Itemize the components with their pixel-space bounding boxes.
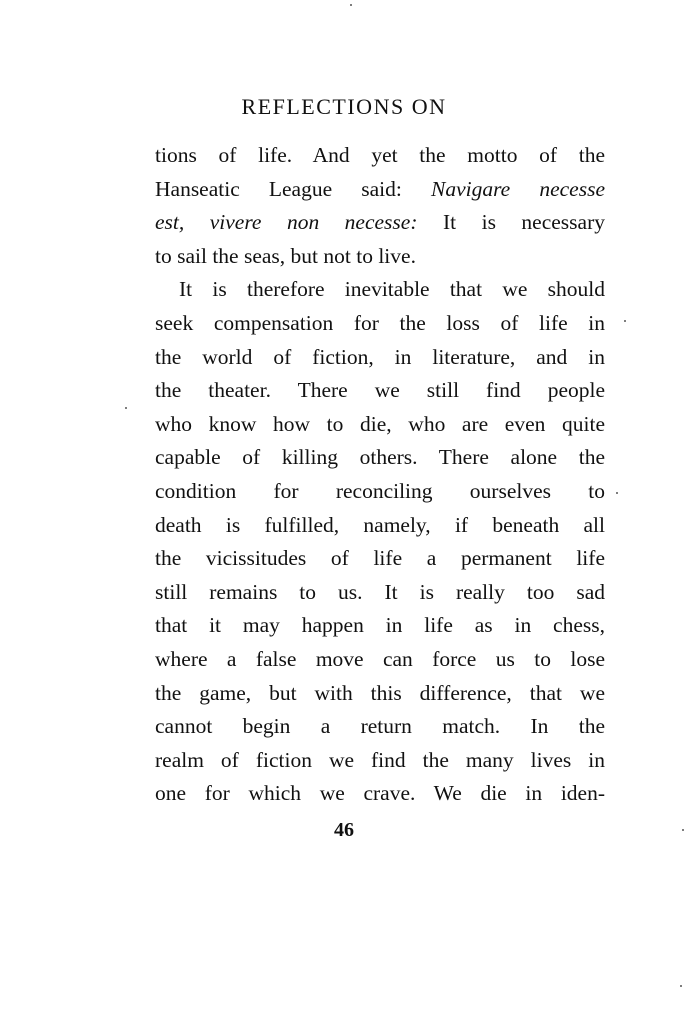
latin-motto-part1: Navigare necesse bbox=[431, 176, 605, 201]
text-line-12: death is fulfilled, namely, if beneath all bbox=[155, 512, 605, 537]
print-speck bbox=[680, 985, 682, 987]
text-line-14: still remains to us. It is really too sad bbox=[155, 579, 605, 604]
body-text bbox=[155, 139, 605, 811]
text-line-7: the world of fiction, in literature, and in bbox=[155, 344, 605, 369]
latin-motto-part2: est, vivere non necesse: bbox=[155, 210, 418, 235]
text-line-16: where a false move can force us to lose bbox=[155, 646, 605, 671]
page-number: 46 bbox=[334, 819, 354, 841]
text-line-13: the vicissitudes of life a permanent life bbox=[155, 546, 605, 571]
text-line-20: one for which we crave. We die in iden- bbox=[155, 781, 605, 806]
text-line-6: seek compensation for the loss of life in bbox=[155, 310, 605, 335]
text-line-2 bbox=[155, 173, 605, 207]
text-line-3 bbox=[155, 206, 605, 240]
text-line-19: realm of fiction we find the many lives in bbox=[155, 747, 605, 772]
print-speck bbox=[624, 320, 626, 322]
text-line-2-roman: Hanseatic League said: bbox=[155, 176, 431, 201]
text-line-5: It is therefore inevitable that we should bbox=[179, 277, 605, 302]
text-line-1: tions of life. And yet the motto of the bbox=[155, 143, 605, 167]
text-line-8: the theater. There we still find people bbox=[155, 378, 605, 403]
print-speck bbox=[682, 829, 684, 831]
print-speck bbox=[125, 407, 127, 409]
text-line-15: that it may happen in life as in chess, bbox=[155, 613, 605, 638]
text-line-3-roman: It is necessary bbox=[442, 210, 605, 235]
text-line-4: to sail the seas, but not to live. bbox=[155, 243, 416, 268]
print-speck bbox=[350, 4, 352, 6]
text-line-11: condition for reconciling ourselves to bbox=[155, 478, 605, 503]
text-line-18: cannot begin a return match. In the bbox=[155, 714, 605, 739]
text-line-17: the game, but with this difference, that we bbox=[155, 680, 605, 705]
text-line-10: capable of killing others. There alone the bbox=[155, 445, 605, 470]
running-head: REFLECTIONS ON bbox=[241, 94, 447, 119]
print-speck bbox=[616, 492, 618, 494]
text-line-9: who know how to die, who are even quite bbox=[155, 411, 605, 436]
